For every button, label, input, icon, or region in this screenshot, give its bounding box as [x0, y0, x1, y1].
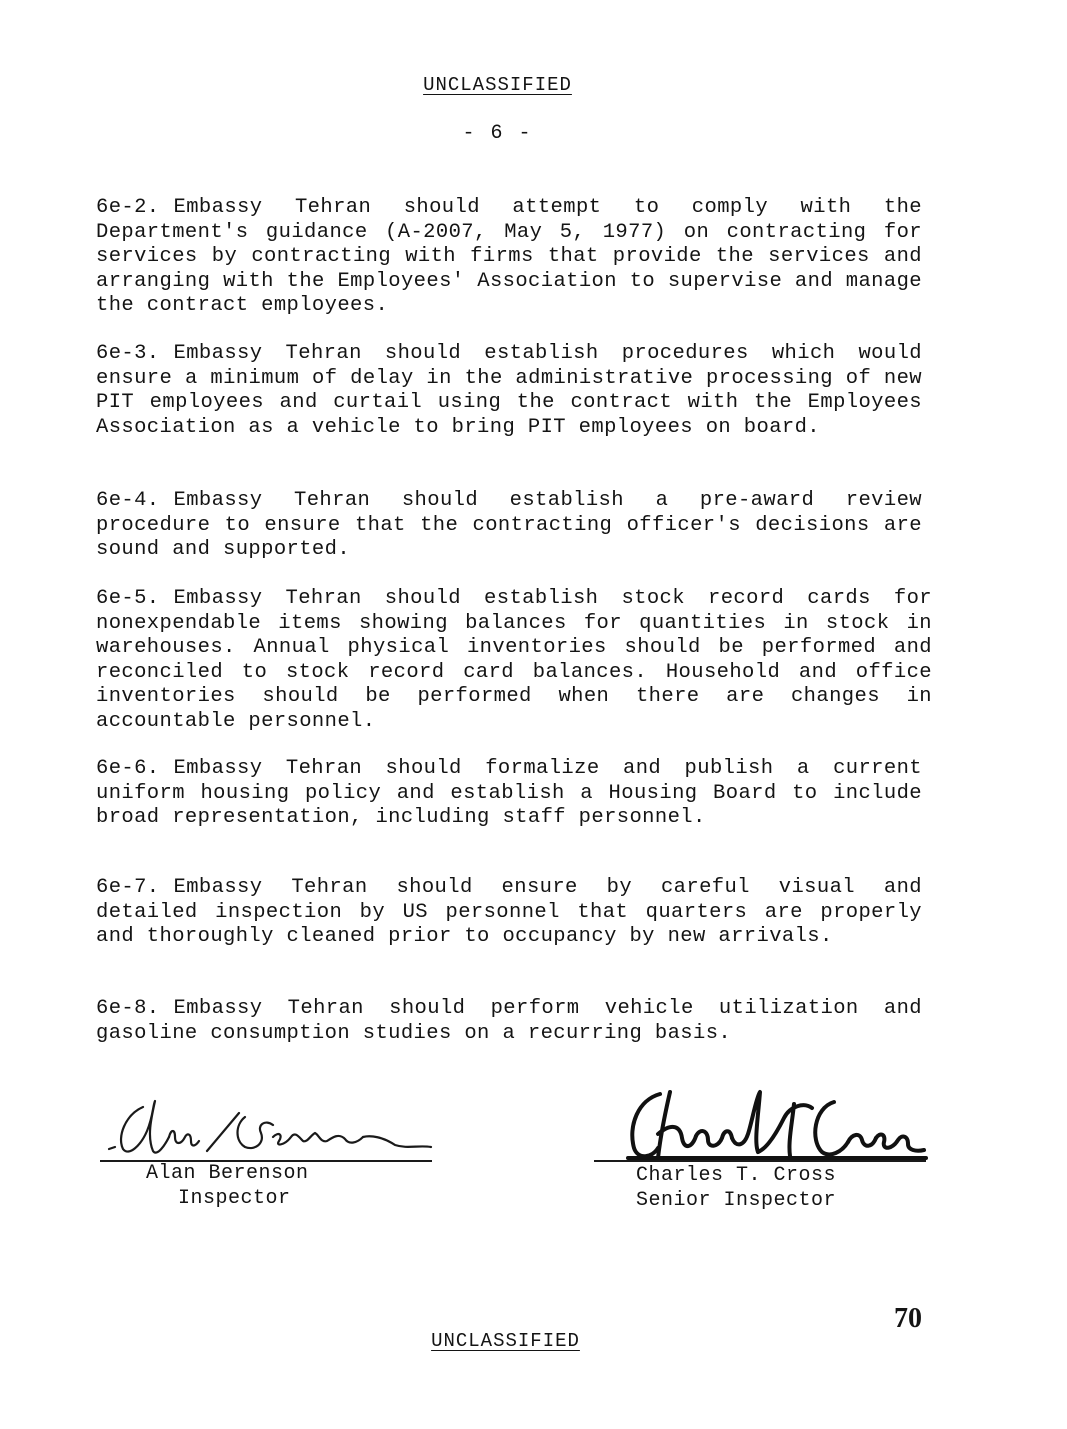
- recommendation-text: Embassy Tehran should formalize and publish a current uniform housing policy and establish a Housing Board to include broad representation, including staff personnel.: [96, 757, 922, 829]
- recommendation-text: Embassy Tehran should establish procedures which would ensure a minimum of delay in the administrative processing of new PIT employees and curtail using the contract with the Employees Association as a vehicle to bring PIT employees on board.: [96, 342, 922, 439]
- signature-charles-cross: [608, 1078, 928, 1168]
- recommendation-text: Embassy Tehran should establish stock record cards for nonexpendable items showing balances for quantities in stock in warehouses. Annual physical inventories should be performed and reconciled to stock record card balances. Household and office inventories should be performed when there are changes in accountable personnel.: [96, 587, 932, 733]
- signer-name-right: Charles T. Cross: [636, 1164, 837, 1187]
- recommendation-text: Embassy Tehran should perform vehicle utilization and gasoline consumption studies on a recurring basis.: [96, 997, 922, 1045]
- recommendation-id: 6e-2.: [96, 196, 160, 219]
- recommendation-id: 6e-7.: [96, 876, 160, 899]
- page-number: - 6 -: [462, 122, 533, 145]
- recommendation-6e-3: [96, 342, 922, 440]
- signer-title-left: Inspector: [178, 1187, 291, 1210]
- classification-header: UNCLASSIFIED: [423, 74, 572, 96]
- recommendation-6e-7: [96, 876, 922, 950]
- recommendation-6e-4: [96, 489, 922, 563]
- recommendation-id: 6e-8.: [96, 997, 160, 1020]
- page-stamp-number: 70: [894, 1303, 922, 1334]
- recommendation-6e-8: [96, 997, 922, 1046]
- recommendation-text: Embassy Tehran should establish a pre-award review procedure to ensure that the contracting officer's decisions are sound and supported.: [96, 489, 922, 561]
- recommendation-id: 6e-3.: [96, 342, 160, 365]
- recommendation-text: Embassy Tehran should attempt to comply with the Department's guidance (A-2007, May 5, 1977) on contracting for services by contracting with firms that provide the services and arranging with the Employees' Association to supervise and manage the contract employees.: [96, 196, 922, 317]
- recommendation-id: 6e-4.: [96, 489, 160, 512]
- recommendation-text: Embassy Tehran should ensure by careful visual and detailed inspection by US personnel that quarters are properly and thoroughly cleaned prior to occupancy by new arrivals.: [96, 876, 922, 948]
- recommendation-6e-6: [96, 757, 922, 831]
- signature-alan-berenson: [95, 1085, 440, 1165]
- recommendation-id: 6e-6.: [96, 757, 160, 780]
- recommendation-6e-2: [96, 196, 922, 319]
- signature-line-right: [594, 1160, 926, 1162]
- signer-name-left: Alan Berenson: [146, 1162, 309, 1185]
- signer-title-right: Senior Inspector: [636, 1189, 837, 1212]
- recommendation-id: 6e-5.: [96, 587, 160, 610]
- recommendation-6e-5: [96, 587, 932, 734]
- classification-footer: UNCLASSIFIED: [431, 1330, 580, 1352]
